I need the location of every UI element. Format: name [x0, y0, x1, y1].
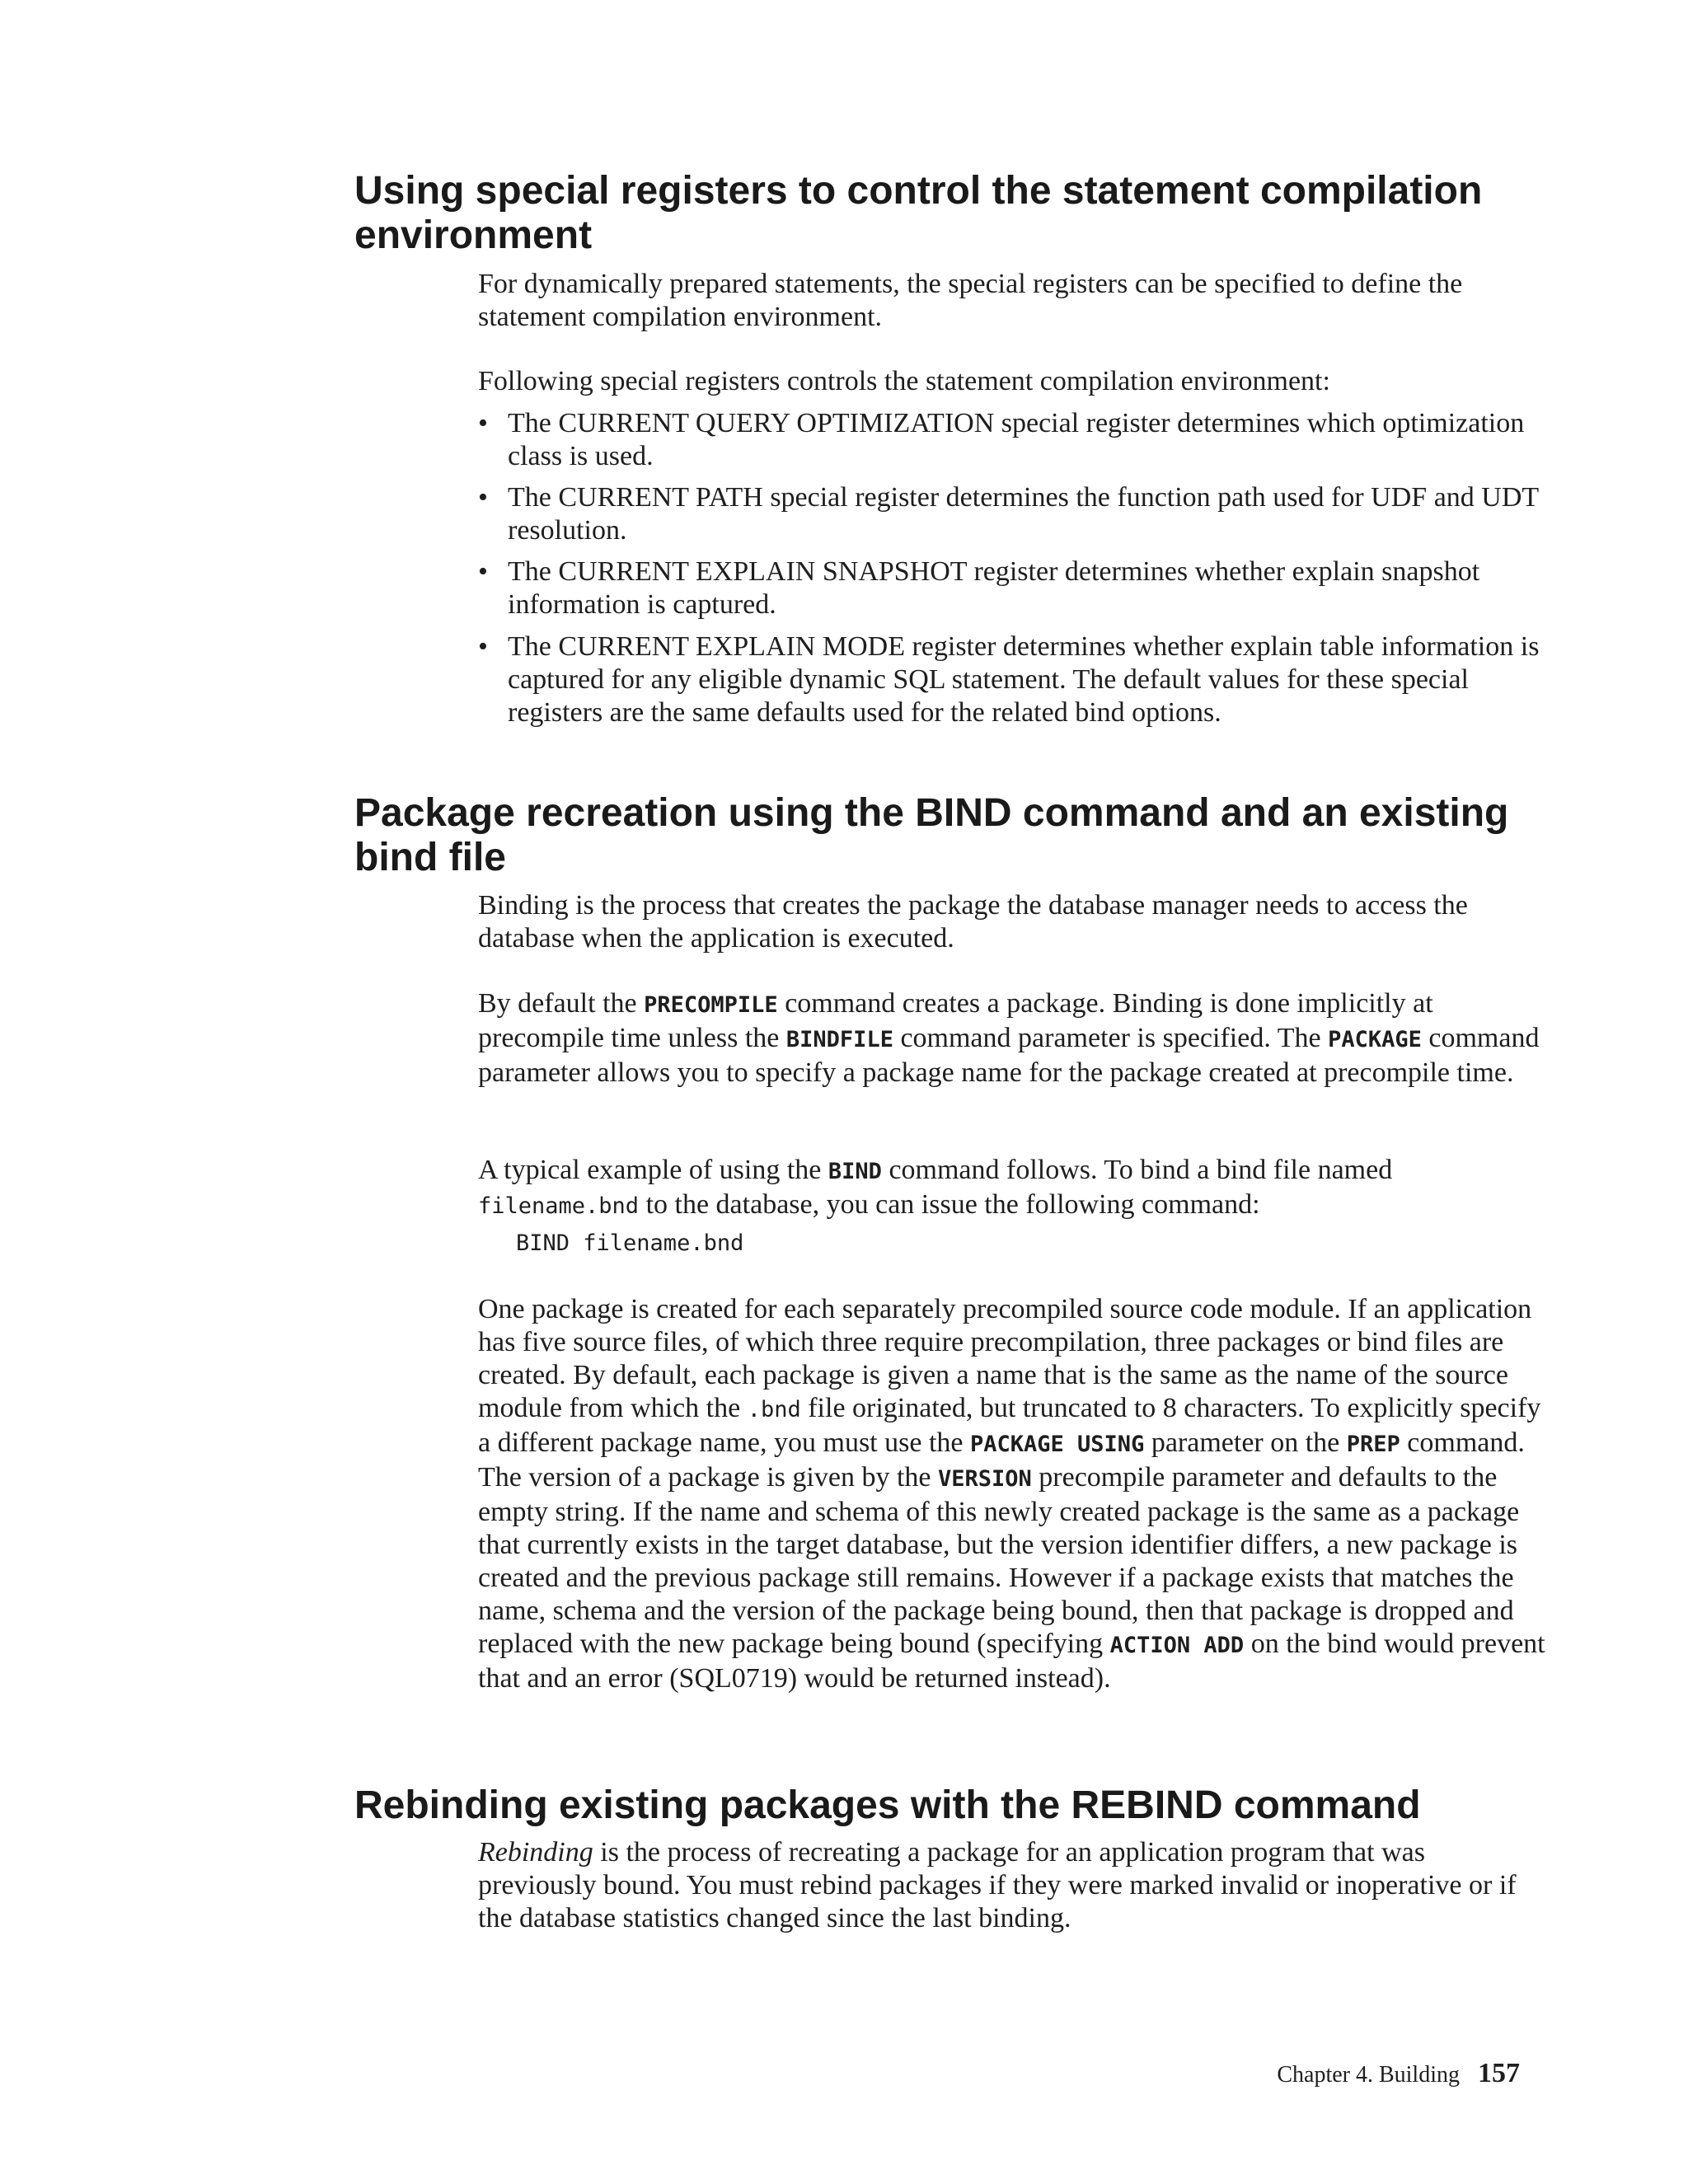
- paragraph: One package is created for each separately precompiled source code module. If an application has five source files, of which three require precompilation, three packages or bind files are created. By default, each package is given a name that is the same as the name of the source module from which the .bnd file originated, but truncated to 8 characters. To explicitly specify a different package name, you must use the PACKAGE USING parameter on the PREP command. The version of a package is given by the VERSION precompile parameter and defaults to the empty string. If the name and schema of this newly created package is the same as a package that currently exists in the target database, but the version identifier differs, a new package is created and the previous package still remains. However if a package exists that matches the name, schema and the version of the package being bound, then that package is dropped and replaced with the new package being bound (specifying ACTION ADD on the bind would prevent that and an error (SQL0719) would be returned instead).: [478, 1294, 1545, 1694]
- bullet-icon: •: [478, 556, 488, 587]
- section-heading-rebinding: Rebinding existing packages with the REBIND command: [354, 1783, 1421, 1827]
- list-item-text: The CURRENT EXPLAIN SNAPSHOT register determines whether explain snapshot information is captured.: [508, 556, 1480, 620]
- paragraph: By default the PRECOMPILE command creates a package. Binding is done implicitly at precompile time unless the BINDFILE command parameter is specified. The PACKAGE command parameter allows you to specify a package name for the package created at precompile time.: [478, 988, 1540, 1088]
- bullet-icon: •: [478, 631, 488, 662]
- list-item-text: The CURRENT EXPLAIN MODE register determines whether explain table information is captured for any eligible dynamic SQL statement. The default values for these special registers are the same defaults used for the related bind options.: [508, 631, 1540, 728]
- list-item-text: The CURRENT PATH special register determines the function path used for UDF and UDT resolution.: [508, 482, 1539, 546]
- paragraph: Following special registers controls the statement compilation environment:: [478, 366, 1330, 396]
- command-keyword: PACKAGE USING: [970, 1432, 1145, 1457]
- emphasis: Rebinding: [478, 1837, 593, 1868]
- paragraph: Binding is the process that creates the package the database manager needs to access the database when the application is executed.: [478, 890, 1468, 954]
- section-heading-special-registers: Using special registers to control the statement compilation environment: [354, 169, 1483, 257]
- command-keyword: PRECOMPILE: [644, 992, 778, 1018]
- file-name: filename.bnd: [478, 1193, 640, 1219]
- command-keyword: BINDFILE: [785, 1027, 893, 1052]
- paragraph: For dynamically prepared statements, the special registers can be specified to define the statement compilation environment.: [478, 269, 1463, 332]
- command-keyword: ACTION ADD: [1109, 1633, 1245, 1658]
- command-keyword: PREP: [1346, 1432, 1400, 1457]
- paragraph: A typical example of using the BIND command follows. To bind a bind file named filename.bnd to the database, you can issue the following command:: [478, 1155, 1393, 1220]
- command-keyword: PACKAGE: [1328, 1027, 1422, 1052]
- bullet-icon: •: [478, 482, 488, 513]
- code-example: BIND filename.bnd: [516, 1230, 744, 1256]
- list-item-text: The CURRENT QUERY OPTIMIZATION special register determines which optimization class is used.: [508, 408, 1525, 471]
- command-keyword: VERSION: [937, 1466, 1032, 1492]
- page-number: 157: [1478, 2058, 1520, 2088]
- command-keyword: BIND: [828, 1159, 882, 1184]
- file-extension: .bnd: [747, 1397, 801, 1422]
- paragraph: Rebinding is the process of recreating a package for an application program that was previously bound. You must rebind packages if they were marked invalid or inoperative or if the database statistics changed since the last binding.: [478, 1837, 1517, 1933]
- section-heading-package-recreation: Package recreation using the BIND command and an existing bind file: [354, 791, 1509, 879]
- bullet-icon: •: [478, 408, 488, 438]
- chapter-label: Chapter 4. Building: [1277, 2062, 1460, 2088]
- page-footer: [1277, 2057, 1520, 2092]
